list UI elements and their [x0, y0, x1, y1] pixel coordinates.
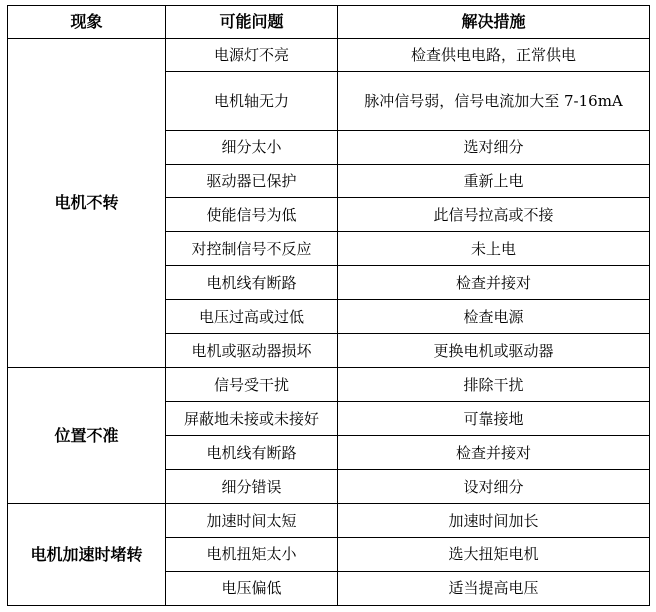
troubleshooting-table: [7, 5, 650, 606]
phenomenon-cell: 位置不准: [8, 368, 166, 504]
header-row: [8, 6, 650, 39]
solution-cell: 检查供电电路，正常供电: [338, 39, 650, 72]
problem-cell: 电压过高或过低: [166, 300, 338, 334]
problem-cell: 电压偏低: [166, 571, 338, 605]
solution-cell: 重新上电: [338, 164, 650, 198]
header-solution: 解决措施: [338, 6, 650, 39]
table-row: [8, 504, 650, 538]
solution-cell: 未上电: [338, 232, 650, 266]
solution-cell: 检查并接对: [338, 436, 650, 470]
problem-cell: 电机轴无力: [166, 71, 338, 130]
table-row: [8, 39, 650, 72]
solution-cell: 更换电机或驱动器: [338, 334, 650, 368]
problem-cell: 电机线有断路: [166, 266, 338, 300]
solution-cell: 可靠接地: [338, 402, 650, 436]
solution-cell: 此信号拉高或不接: [338, 198, 650, 232]
problem-cell: 加速时间太短: [166, 504, 338, 538]
phenomenon-cell: 电机不转: [8, 39, 166, 368]
header-phenomenon: 现象: [8, 6, 166, 39]
solution-cell: 选大扭矩电机: [338, 538, 650, 572]
problem-cell: 信号受干扰: [166, 368, 338, 402]
solution-cell: 适当提高电压: [338, 571, 650, 605]
table-row: [8, 368, 650, 402]
problem-cell: 细分错误: [166, 470, 338, 504]
header-possible-problem: 可能问题: [166, 6, 338, 39]
problem-cell: 使能信号为低: [166, 198, 338, 232]
solution-cell: 选对细分: [338, 130, 650, 164]
problem-cell: 对控制信号不反应: [166, 232, 338, 266]
solution-cell: 设对细分: [338, 470, 650, 504]
problem-cell: 电源灯不亮: [166, 39, 338, 72]
solution-cell: 加速时间加长: [338, 504, 650, 538]
problem-cell: 细分太小: [166, 130, 338, 164]
solution-cell: 排除干扰: [338, 368, 650, 402]
problem-cell: 电机或驱动器损坏: [166, 334, 338, 368]
table-body: [8, 39, 650, 606]
problem-cell: 驱动器已保护: [166, 164, 338, 198]
problem-cell: 电机扭矩太小: [166, 538, 338, 572]
problem-cell: 电机线有断路: [166, 436, 338, 470]
solution-cell: 检查电源: [338, 300, 650, 334]
solution-cell: 检查并接对: [338, 266, 650, 300]
solution-cell: 脉冲信号弱，信号电流加大至 7-16mA: [338, 71, 650, 130]
problem-cell: 屏蔽地未接或未接好: [166, 402, 338, 436]
phenomenon-cell: 电机加速时堵转: [8, 504, 166, 606]
